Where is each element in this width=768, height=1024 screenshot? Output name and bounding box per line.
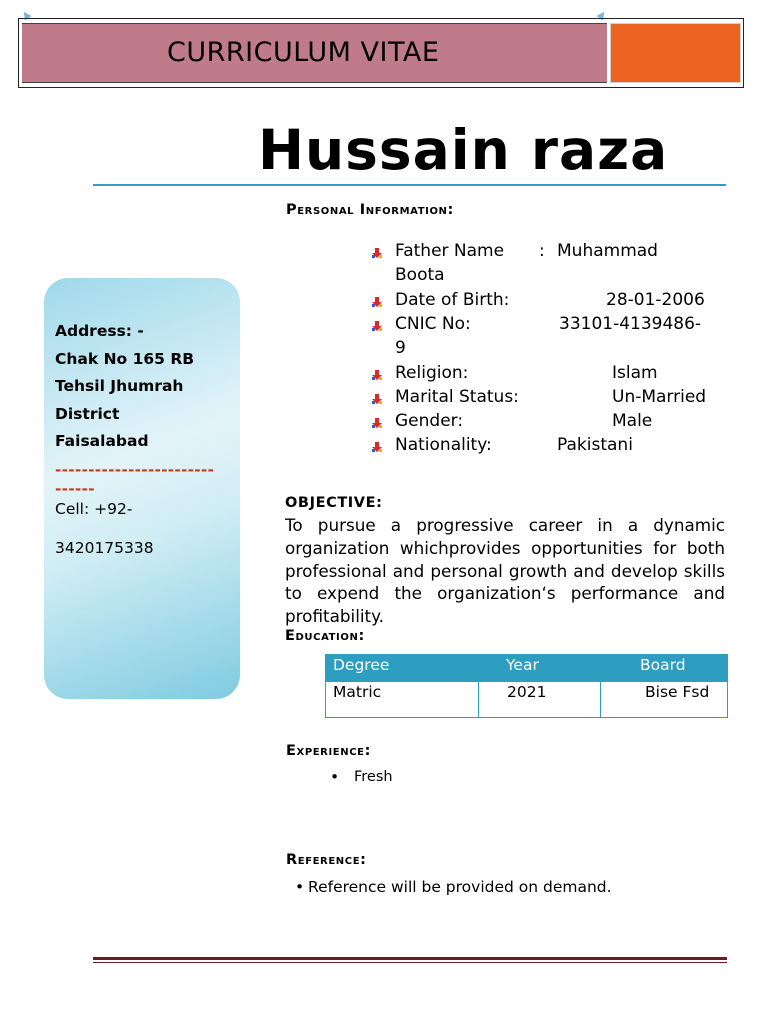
personal-item-label: Marital Status: xyxy=(395,387,519,407)
experience-heading: Experience: xyxy=(286,743,371,759)
candidate-name: Hussain raza xyxy=(258,118,669,182)
header-accent-block xyxy=(610,23,741,83)
cell-number: 3420175338 xyxy=(55,539,154,557)
table-cell-year: 2021 xyxy=(507,683,547,701)
table-cell-board: Bise Fsd xyxy=(645,683,710,701)
document-title: CURRICULUM VITAE xyxy=(167,37,440,68)
personal-item-label: Gender: xyxy=(395,411,464,431)
footer-divider xyxy=(93,957,727,960)
personal-item-value: Pakistani xyxy=(557,435,633,455)
personal-item-value-continued: 9 xyxy=(395,338,406,358)
education-heading: Education: xyxy=(285,628,365,644)
personal-item-value: 33101-4139486- xyxy=(559,314,702,334)
dashed-divider: ------ xyxy=(55,480,95,498)
address-label: Address: - xyxy=(55,322,144,340)
arrow-bullet-icon xyxy=(372,442,382,452)
reference-heading: Reference: xyxy=(286,852,367,868)
arrow-bullet-icon xyxy=(372,394,382,404)
reference-item: Reference will be provided on demand. xyxy=(308,878,612,896)
name-divider xyxy=(93,184,726,186)
table-header-degree: Degree xyxy=(333,656,390,674)
dashed-divider: ------------------------ xyxy=(55,461,215,479)
personal-item-value: Islam xyxy=(612,363,658,383)
personal-item-separator: : xyxy=(539,241,545,261)
personal-item-value: 28-01-2006 xyxy=(606,290,705,310)
personal-item-label: CNIC No: xyxy=(395,314,471,334)
table-column-divider xyxy=(600,682,601,718)
arrow-bullet-icon xyxy=(372,418,382,428)
objective-text: To pursue a progressive career in a dynamic organization whichprovides opportunities for both professional and personal growth and develop skills to expend the organization‘s performance and profitability. xyxy=(285,515,725,627)
arrow-bullet-icon xyxy=(372,370,382,380)
personal-item-label: Date of Birth: xyxy=(395,290,510,310)
personal-info-heading: Personal Information: xyxy=(286,202,454,218)
personal-item-value: Un-Married xyxy=(612,387,707,407)
address-line: Chak No 165 RB xyxy=(55,350,195,368)
personal-item-label: Father Name xyxy=(395,241,505,261)
table-column-divider xyxy=(478,682,479,718)
table-header-board: Board xyxy=(640,656,686,674)
personal-item-label: Nationality: xyxy=(395,435,492,455)
address-line: Tehsil Jhumrah xyxy=(55,377,184,395)
arrow-bullet-icon xyxy=(372,297,382,307)
personal-item-value-continued: Boota xyxy=(395,265,445,285)
bullet-dot-icon: • xyxy=(330,768,340,786)
personal-item-value: Male xyxy=(612,411,653,431)
arrow-bullet-icon xyxy=(372,321,382,331)
address-line: Faisalabad xyxy=(55,432,149,450)
table-cell-degree: Matric xyxy=(333,683,382,701)
arrow-bullet-icon xyxy=(372,248,382,258)
experience-item: Fresh xyxy=(354,769,393,785)
address-line: District xyxy=(55,405,120,423)
objective-heading: OBJECTIVE: xyxy=(285,495,383,511)
personal-item-value: Muhammad xyxy=(557,241,658,261)
footer-divider xyxy=(93,962,727,963)
bullet-dot-icon: • xyxy=(295,878,305,896)
table-header-year: Year xyxy=(506,656,539,674)
personal-item-label: Religion: xyxy=(395,363,469,383)
cell-label: Cell: +92- xyxy=(55,500,133,518)
